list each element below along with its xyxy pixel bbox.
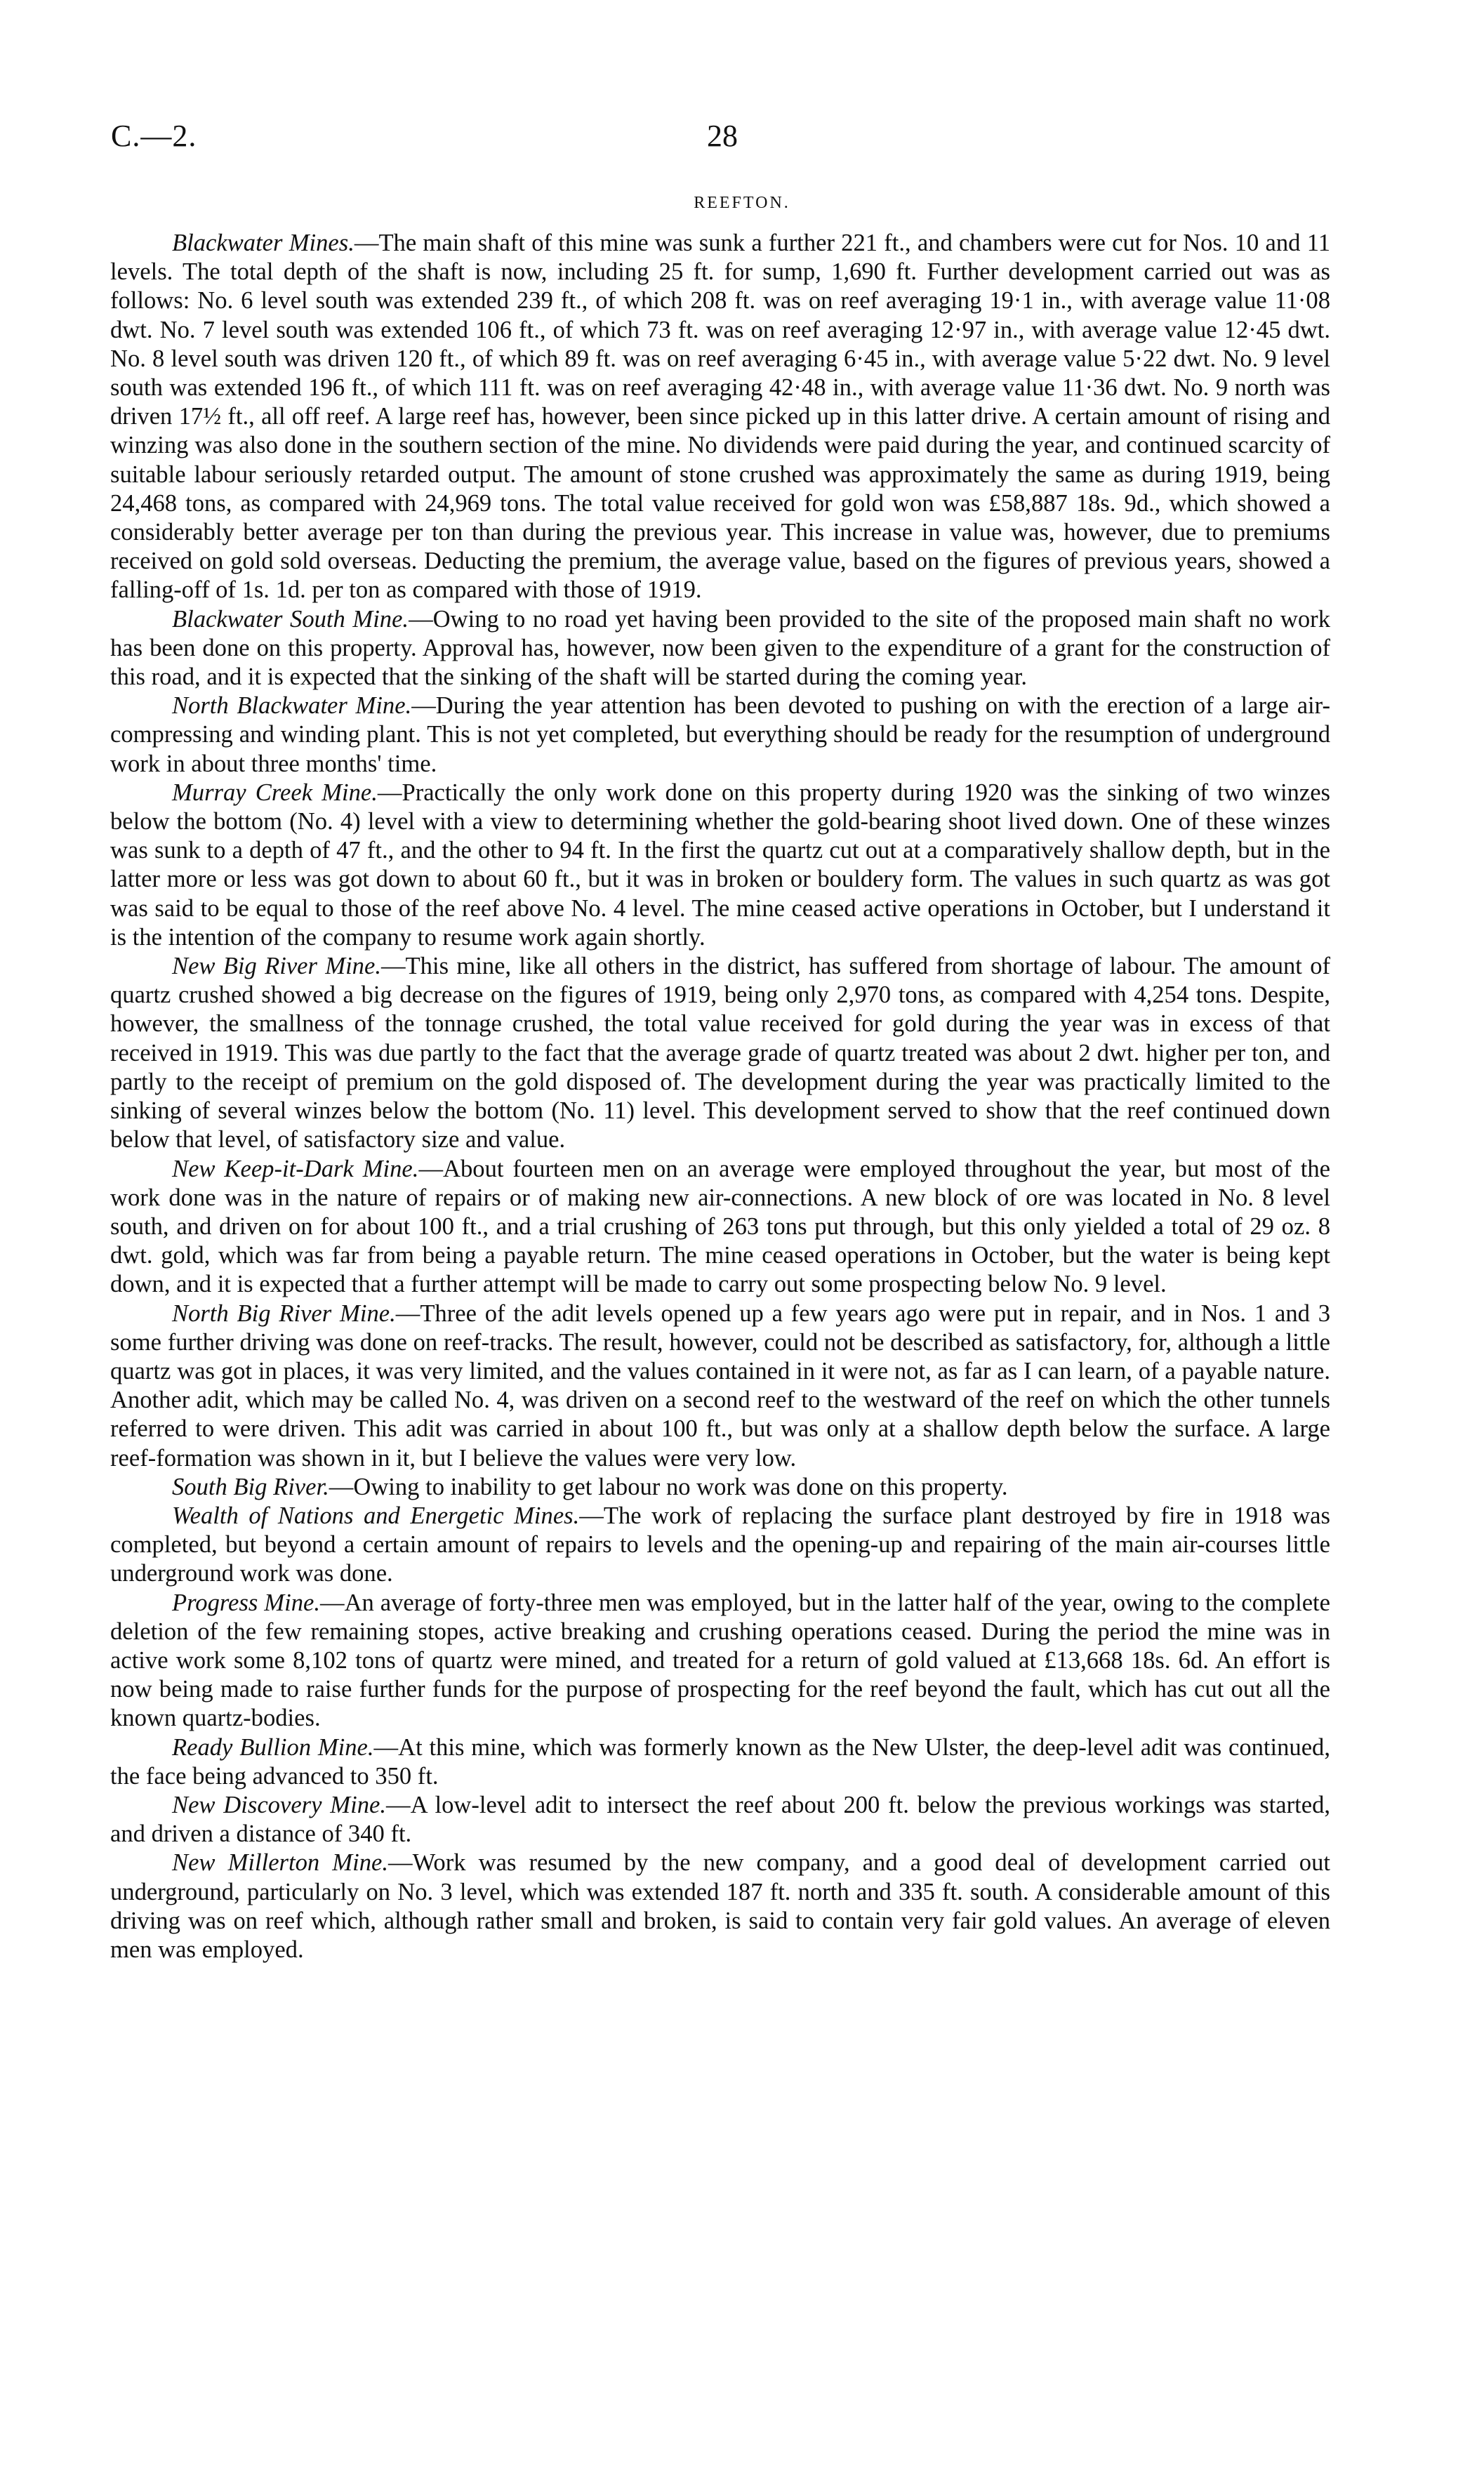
report-body bbox=[110, 229, 1330, 1964]
paragraph-wealth-of-nations-mines bbox=[110, 1502, 1330, 1589]
section-title: REEFTON. bbox=[694, 194, 790, 212]
paragraph-text: —Practically the only work done on this property during 1920 was the sinking of two winzes below the bottom (No. 4) level with a view to determining whether the gold-bearing shoot lived down. One of these winzes was sunk to a depth of 47 ft., and the other to 94 ft. In the first the quartz cut out at a comparatively shallow depth, but in the latter more or less was got down to about 60 ft., but it was in broken or bouldery form. The values in such quartz as was got was said to be equal to those of the reef above No. 4 level. The mine ceased active operations in October, but I understand it is the intention of the company to resume work again shortly. bbox=[110, 779, 1330, 951]
paragraph-text: —An average of forty-three men was employed, but in the latter half of the year, owing to the complete deletion of the few remaining stopes, active breaking and crushing operations ceased. During the period the mine was in active work some 8,102 tons of quartz were mined, and treated for a return of gold valued at £13,668 18s. 6d. An effort is now being made to raise further funds for the purpose of prospecting for the reef beyond the fault, which has cut out all the known quartz-bodies. bbox=[110, 1589, 1330, 1732]
paragraph-progress-mine bbox=[110, 1589, 1330, 1733]
mine-name: New Discovery Mine. bbox=[172, 1791, 386, 1818]
paragraph-new-big-river-mine bbox=[110, 952, 1330, 1154]
mine-name: Murray Creek Mine. bbox=[172, 779, 378, 806]
mine-name: New Keep-it-Dark Mine. bbox=[172, 1155, 419, 1182]
mine-name: Blackwater Mines. bbox=[172, 230, 355, 256]
mine-name: Wealth of Nations and Energetic Mines. bbox=[172, 1502, 580, 1529]
paragraph-text: —The work of replacing the surface plant destroyed by fire in 1918 was completed, but beyond a certain amount of repairs to levels and the opening-up and repairing of the main air-courses little underground work was done. bbox=[110, 1502, 1330, 1587]
paragraph-north-blackwater-mine bbox=[110, 692, 1330, 779]
paragraph-blackwater-mines bbox=[110, 229, 1330, 605]
paragraph-text: —During the year attention has been devoted to pushing on with the erection of a large air-compressing and winding plant. This is not yet completed, but everything should be ready for the resumption of underground work in about three months' time. bbox=[110, 692, 1330, 777]
mine-name: North Big River Mine. bbox=[172, 1300, 396, 1327]
paragraph-text: —Work was resumed by the new company, and a good deal of development carried out underground, particularly on No. 3 level, which was extended 187 ft. north and 335 ft. south. A considerable amount of this driving was on reef which, although rather small and broken, is said to contain very fair gold values. An average of eleven men was employed. bbox=[110, 1849, 1330, 1963]
paragraph-text: —Owing to no road yet having been provided to the site of the proposed main shaft no work has been done on this property. Approval has, however, now been given to the expenditure of a grant for the construction of this road, and it is expected that the sinking of the shaft will be started during the coming year. bbox=[110, 605, 1330, 691]
paragraph-text: —Owing to inability to get labour no work was done on this property. bbox=[329, 1473, 1008, 1500]
paragraph-new-discovery-mine bbox=[110, 1791, 1330, 1849]
paragraph-blackwater-south-mine bbox=[110, 605, 1330, 692]
paragraph-text: —A low-level adit to intersect the reef about 200 ft. below the previous workings was started, and driven a distance of 340 ft. bbox=[110, 1791, 1331, 1848]
paragraph-text: —This mine, like all others in the district, has suffered from shortage of labour. The amount of quartz crushed showed a big decrease on the figures of 1919, being only 2,970 tons, as compared with 4,254 tons. Despite, however, the smallness of the tonnage crushed, the total value received for gold during the year was in excess of that received in 1919. This was due partly to the fact that the average grade of quartz treated was about 2 dwt. higher per ton, and partly to the receipt of premium on the gold disposed of. The development during the year was practically limited to the sinking of several winzes below the bottom (No. 11) level. This development served to show that the reef continued down below that level, of satisfactory size and value. bbox=[110, 953, 1330, 1153]
paragraph-new-keep-it-dark-mine bbox=[110, 1155, 1330, 1300]
mine-name: Progress Mine. bbox=[172, 1589, 320, 1616]
mine-name: New Big River Mine. bbox=[172, 953, 381, 980]
paragraph-text: —About fourteen men on an average were employed throughout the year, but most of the work done was in the nature of repairs or of making new air-connections. A new block of ore was located in No. 8 level south, and driven on for about 100 ft., and a trial crushing of 263 tons put through, but this only yielded a total of 29 oz. 8 dwt. gold, which was far from being a payable return. The mine ceased operations in October, but the water is being kept down, and it is expected that a further attempt will be made to carry out some prospecting below No. 9 level. bbox=[110, 1155, 1331, 1298]
mine-name: Ready Bullion Mine. bbox=[172, 1733, 374, 1761]
mine-name: South Big River. bbox=[172, 1473, 329, 1500]
mine-name: Blackwater South Mine. bbox=[172, 605, 409, 633]
paragraph-south-big-river bbox=[110, 1473, 1330, 1502]
paragraph-new-millerton-mine bbox=[110, 1849, 1330, 1964]
page-number: 28 bbox=[707, 119, 738, 153]
paragraph-text: —The main shaft of this mine was sunk a further 221 ft., and chambers were cut for Nos. 10 and 11 levels. The total depth of the shaft is now, including 25 ft. for sump, 1,690 ft. Further development carried out was as follows: No. 6 level south was extended 239 ft., of which 208 ft. was on reef averaging 19·1 in., with average value 11·08 dwt. No. 7 level south was extended 106 ft., of which 73 ft. was on reef averaging 12·97 in., with average value 12·45 dwt. No. 8 level south was driven 120 ft., of which 89 ft. was on reef averaging 6·45 in., with average value 5·22 dwt. No. 9 level south was extended 196 ft., of which 111 ft. was on reef averaging 42·48 in., with average value 11·36 dwt. No. 9 north was driven 17½ ft., all off reef. A large reef has, however, been since picked up in this latter drive. A certain amount of rising and winzing was also done in the southern section of the mine. No dividends were paid during the year, and continued scarcity of suitable labour seriously retarded output. The amount of stone crushed was approximately the same as during 1919, being 24,468 tons, as compared with 24,969 tons. The total value received for gold won was £58,887 18s. 9d., which showed a considerably better average per ton than during the previous year. This increase in value was, however, due to premiums received on gold sold overseas. Deducting the premium, the average value, based on the figures of previous years, showed a falling-off of 1s. 1d. per ton as compared with those of 1919. bbox=[110, 230, 1330, 604]
paragraph-north-big-river-mine bbox=[110, 1300, 1330, 1473]
mine-name: North Blackwater Mine. bbox=[172, 692, 412, 720]
mine-name: New Millerton Mine. bbox=[172, 1849, 388, 1877]
report-series-code: C.—2. bbox=[111, 119, 197, 153]
paragraph-ready-bullion-mine bbox=[110, 1733, 1330, 1791]
paragraph-text: —At this mine, which was formerly known as the New Ulster, the deep-level adit was continued, the face being advanced to 350 ft. bbox=[110, 1733, 1330, 1790]
paragraph-murray-creek-mine bbox=[110, 779, 1330, 952]
paragraph-text: —Three of the adit levels opened up a few years ago were put in repair, and in Nos. 1 and 3 some further driving was done on reef-tracks. The result, however, could not be described as satisfactory, for, although a little quartz was got in places, it was very limited, and the values contained in it were not, as far as I can learn, of a payable nature. Another adit, which may be called No. 4, was driven on a second reef to the westward of the reef on which the other tunnels referred to were driven. This adit was carried in about 100 ft., but was only at a shallow depth below the surface. A large reef-formation was shown in it, but I believe the values were very low. bbox=[110, 1300, 1330, 1472]
